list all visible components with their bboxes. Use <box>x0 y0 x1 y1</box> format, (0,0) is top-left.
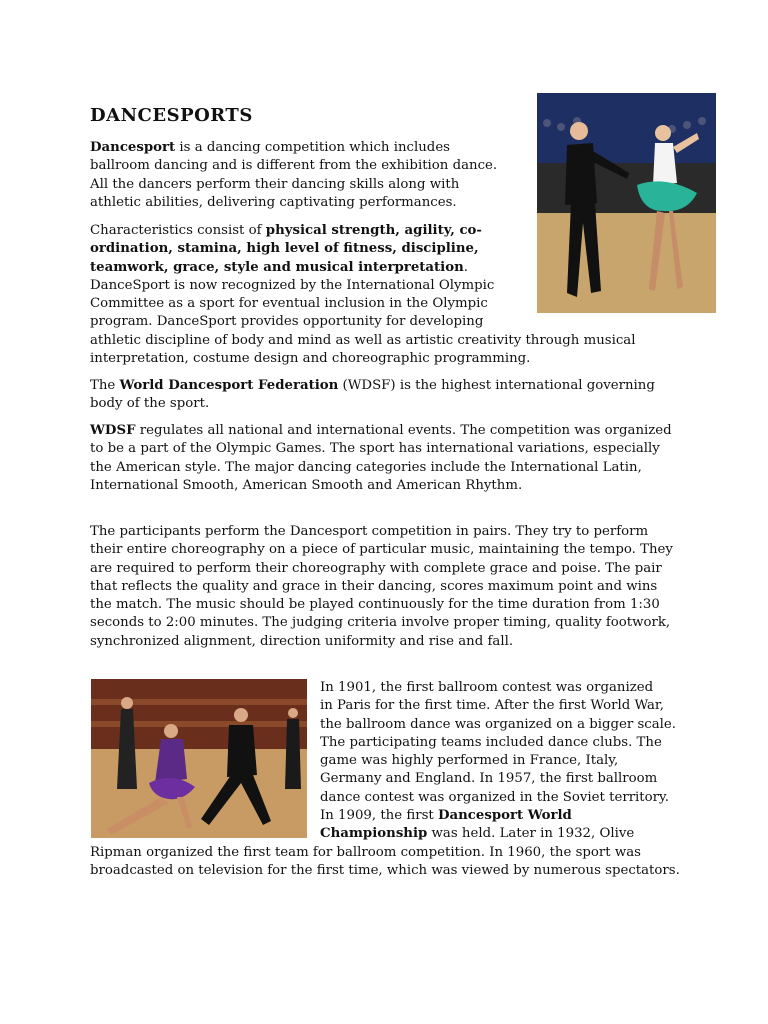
wdsf-regulates-paragraph <box>90 422 680 495</box>
characteristics-bold: physical strength, agility, co-ordination, stamina, high level of fitness, discipline, teamwork, grace, style and musical interpretation <box>90 223 482 275</box>
characteristics-paragraph <box>90 222 650 368</box>
participants-text: The participants perform the Dancesport competition in pairs. They try to perform their entire choreography on a piece of particular music, maintaining the tempo. They are required to perform their choreography with complete grace and poise. The pair that reflects the quality and grace in their dancing, scores maximum point and wins the match. The music should be played continuously for the time duration from 1:30 seconds to 2:00 minutes. The judging criteria involve proper timing, quality footwork, synchronized alignment, direction uniformity and rise and fall. <box>90 524 673 649</box>
history-tail: was held. Later in 1932, Olive Ripman organized the first team for ballroom competition. In 1960, the sport was broadcasted on television for the first time, which was viewed by numerous spectators. <box>90 826 680 878</box>
wdsf-intro-tail: (WDSF) is the highest international governing body of the sport. <box>90 378 655 412</box>
characteristics-tail: . DanceSport is now recognized by the International Olympic Committee as a sport for eventual inclusion in the Olympic program. DanceSport provides opportunity for developing athletic discipline of body and mind as well as artistic creativity through musical interpretation, costume design and choreographic programming. <box>90 259 636 367</box>
characteristics-lead: Characteristics consist of <box>90 223 266 238</box>
intro-bold-term: Dancesport <box>90 140 176 155</box>
wdsf-regulates-tail: regulates all national and international events. The competition was organized to be a part of the Olympic Games. The sport has international variations, especially the American style. The major dancing categories include the International Latin, International Smooth, American Smooth and American Rhythm. <box>90 423 672 493</box>
wdsf-intro-bold: World Dancesport Federation <box>119 378 339 393</box>
wdsf-intro-lead: The <box>90 378 120 393</box>
participants-paragraph <box>90 523 680 651</box>
wdsf-intro-paragraph <box>90 377 680 414</box>
page-title: DANCESPORTS <box>90 105 253 126</box>
history-image-spacer <box>90 679 320 837</box>
wdsf-bold: WDSF <box>90 423 136 438</box>
intro-text: is a dancing competition which includes ballroom dancing and is different from the exhibition dance. All the dancers perform their dancing skills along with athletic abilities, delivering captivating performances. <box>90 140 498 210</box>
history-lead: In 1901, the first ballroom contest was organized in Paris for the first time. After the first World War, the ballroom dance was organized on a bigger scale. The participating teams included dance clubs. The game was highly performed in France, Italy, Germany and England. In 1957, the first ballroom dance contest was organized in the Soviet territory. In 1909, the first <box>320 680 677 824</box>
intro-paragraph <box>90 139 510 212</box>
history-bold: Dancesport World Championship <box>320 808 572 842</box>
history-paragraph <box>90 679 680 880</box>
